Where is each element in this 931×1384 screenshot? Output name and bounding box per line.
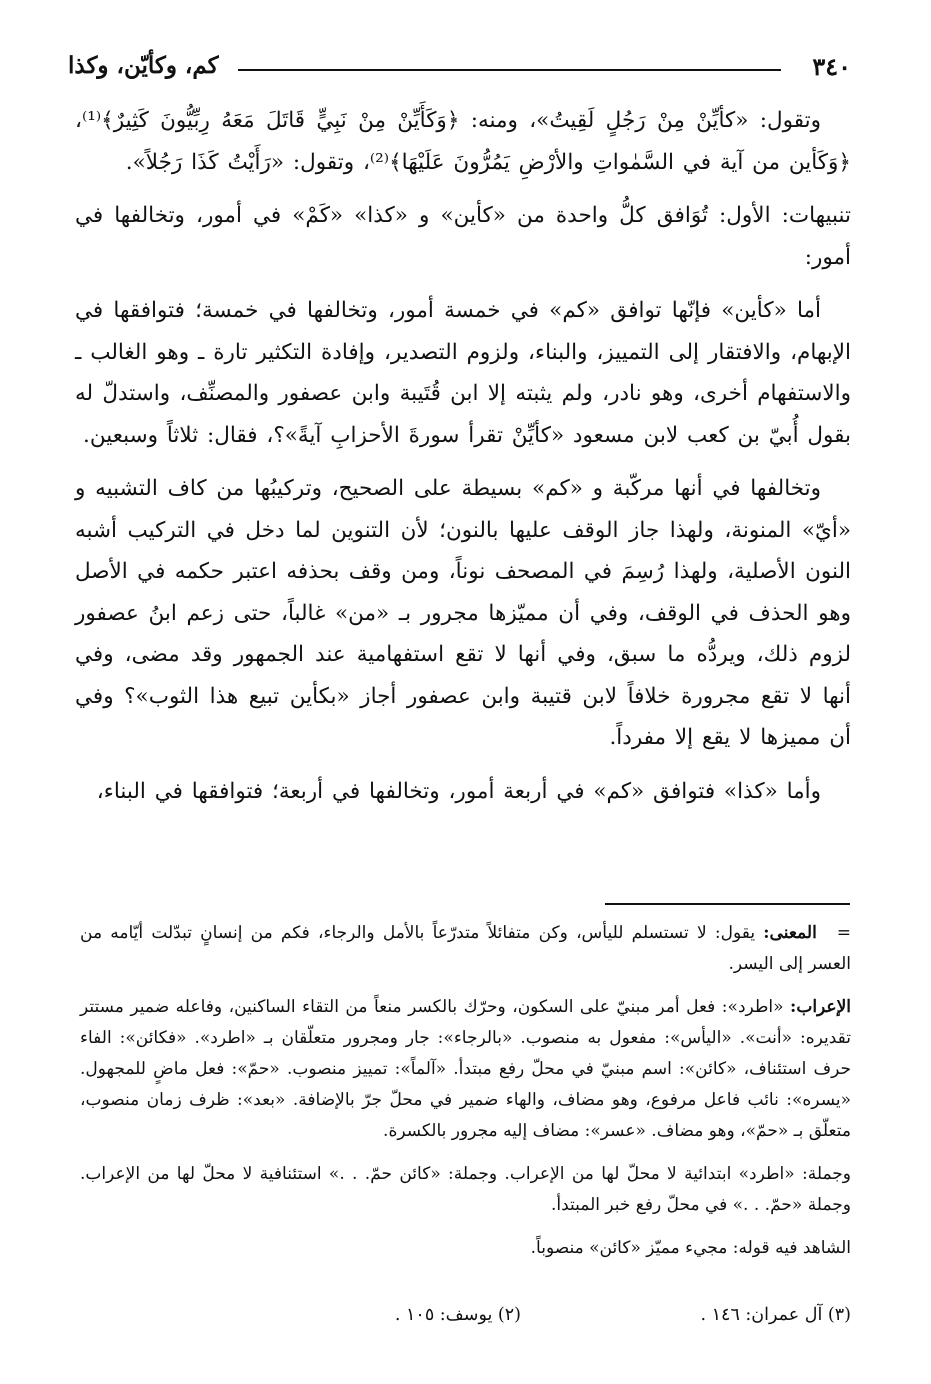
header-rule [238,69,781,71]
footnote-separator [605,903,850,905]
irab-text: «اطرد»: فعل أمر مبنيّ على السكون، وحرّك بالكسر منعاً من التقاء الساكنين، وفاعله ضمير مستتر تقديره: «أنت». «اليأس»: مفعول به منصوب. «بالرجاء»: جار ومجرور متعلّقان بـ «اطرد». «فكائن»: الفاء حرف استئناف، «كائن»: اسم مبنيّ في محلّ رفع مبتدأ. «آلماً»: تمييز منصوب. «حمّ»: فعل ماضٍ للمجهول. «يسره»: نائب فاعل مرفوع، وهو مضاف، والهاء ضمير في محلّ جرّ بالإضافة. «بعد»: ظرف زمان منصوب، متعلّق بـ «حمّ»، وهو مضاف. «عسر»: مضاف إليه مجرور بالكسرة. [80,997,851,1141]
paragraph-kaayyin-difference: وتخالفها في أنها مركّبة و «كم» بسيطة على الصحيح، وتركيبُها من كاف التشبيه و «أيّ» المنونة، ولهذا جاز الوقف عليها بالنون؛ لأن التنوين لما دخل في التركيب أشبه النون الأصلية، ولهذا رُسِمَ في المصحف نوناً، ومن وقف بحذفه اعتبر حكمه في الأصل وهو الحذف في الوقف، وفي أن مميّزها مجرور بـ «من» غالباً، حتى زعم ابنُ عصفور لزوم ذلك، ويردُّه ما سبق، وفي أنها لا تقع استفهامية عند الجمهور وقد مضى، وفي أنها لا تقع مجرورة خلافاً لابن قتيبة وابن عصفور أجاز «بكأين تبيع هذا الثوب»؟ وفي أن مميزها لا يقع إلا مفرداً. [75,476,851,750]
reference-footnotes [80,1305,851,1335]
paragraph-kaayyin-agreement: أما «كأين» فإنّها توافق «كم» في خمسة أمور، وتخالفها في خمسة؛ فتوافقها في الإبهام، والافتقار إلى التمييز، والبناء، ولزوم التصدير، وإفادة التكثير تارة ـ وهو الغالب ـ والاستفهام أخرى، وهو نادر، ولم يثبته إلا ابن قُتَيبة وابن عصفور والمصنِّف، واستدلّ له بقول أُبيّ بن كعب لابن مسعود «كأيِّنْ تقرأ سورةَ الأحزابِ آيةً»؟، فقال: ثلاثاً وسبعين. [75,298,851,448]
running-title: كم، وكأيّن، وكذا [68,52,219,79]
main-text [75,100,851,812]
reference-2: (٢) يوسف: ١٠٥ . [394,1305,521,1325]
reference-3: (٣) آل عمران: ١٤٦ . [700,1305,851,1325]
paragraph-kadha: وأما «كذا» فتوافق «كم» في أربعة أمور، وتخالفها في أربعة؛ فتوافقها في البناء، [96,778,821,804]
paragraph-notes-intro: تنبيهات: الأول: تُوَافق كلُّ واحدة من «كأين» و «كذا» «كَمْ» في أمور، وتخالفها في أمور: [75,203,851,270]
meaning-label: المعنى: [763,923,817,943]
continuation-marker: = [836,923,852,943]
irab-label: الإعراب: [790,997,851,1017]
footnote-irab [80,992,851,1147]
meaning-text: يقول: لا تستسلم لليأس، وكن متفائلاً متدرّعاً بالأمل والرجاء، فكم من إنسانٍ تبدّلت أيّامه من العسر إلى اليسر. [80,923,851,974]
page-number: ٣٤٠ [812,52,851,81]
footnote-meaning [80,918,851,980]
running-header [68,52,851,92]
footnote-shahid: الشاهد فيه قوله: مجيء مميّز «كائن» منصوباً. [530,1238,851,1258]
paragraph-examples: وتقول: «كأيِّنْ مِنْ رَجُلٍ لَقِيتُ»، ومنه: ﴿وَكَأَيِّنْ مِنْ نَبِيٍّ قَاتَلَ مَعَهُ رِبِّيُّونَ كَثِيرٌ﴾⁽¹⁾، ﴿وَكَأين من آية في السَّمٰواتِ والأرْضِ يَمُرُّونَ عَلَيْهَا﴾⁽²⁾، وتقول: «رَأَيْتُ كَذَا رَجُلاً». [75,108,851,175]
footnote-sentences: وجملة: «اطرد» ابتدائية لا محلّ لها من الإعراب. وجملة: «كائن حمّ. . .» استئنافية لا محلّ لها من الإعراب. وجملة «حمّ. . .» في محلّ رفع خبر المبتدأ. [80,1164,851,1215]
footnotes [80,918,851,1264]
